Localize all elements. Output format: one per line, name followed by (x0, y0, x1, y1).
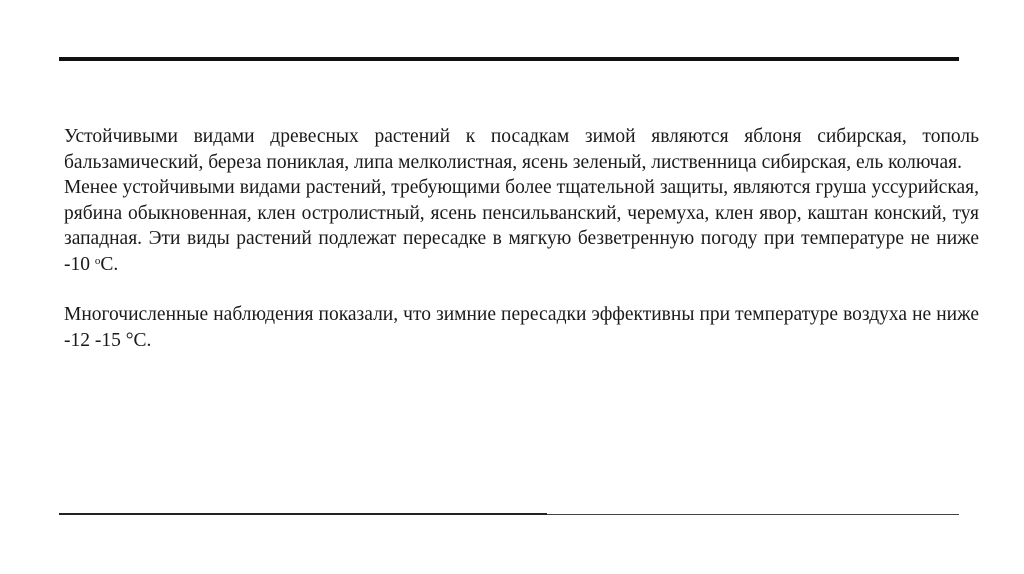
top-divider (59, 57, 959, 61)
paragraph-less-resistant-species (64, 175, 979, 277)
paragraph-less-resistant-text: Менее устойчивыми видами растений, требующими более тщательной защиты, являются груша уссурийская, рябина обыкновенная, клен остролистный, ясень пенсильванский, черемуха, клен явор, каштан конский, туя западная. Эти виды растений подлежат пересадке в мягкую безветренную погоду при температуре не ниже -10 (64, 177, 979, 275)
bottom-divider-accent (59, 513, 547, 515)
paragraph-resistant-species: Устойчивыми видами древесных растений к посадкам зимой являются яблоня сибирская, тополь бальзамический, береза пониклая, липа мелколистная, ясень зеленый, лиственница сибирская, ель колючая. (64, 126, 979, 173)
slide-body (64, 124, 979, 353)
paragraph-observations: Многочисленные наблюдения показали, что зимние пересадки эффективны при температуре воздуха не ниже -12 -15 °С. (64, 304, 979, 351)
temperature-unit: С. (100, 253, 119, 275)
degree-sign: o (94, 254, 101, 267)
